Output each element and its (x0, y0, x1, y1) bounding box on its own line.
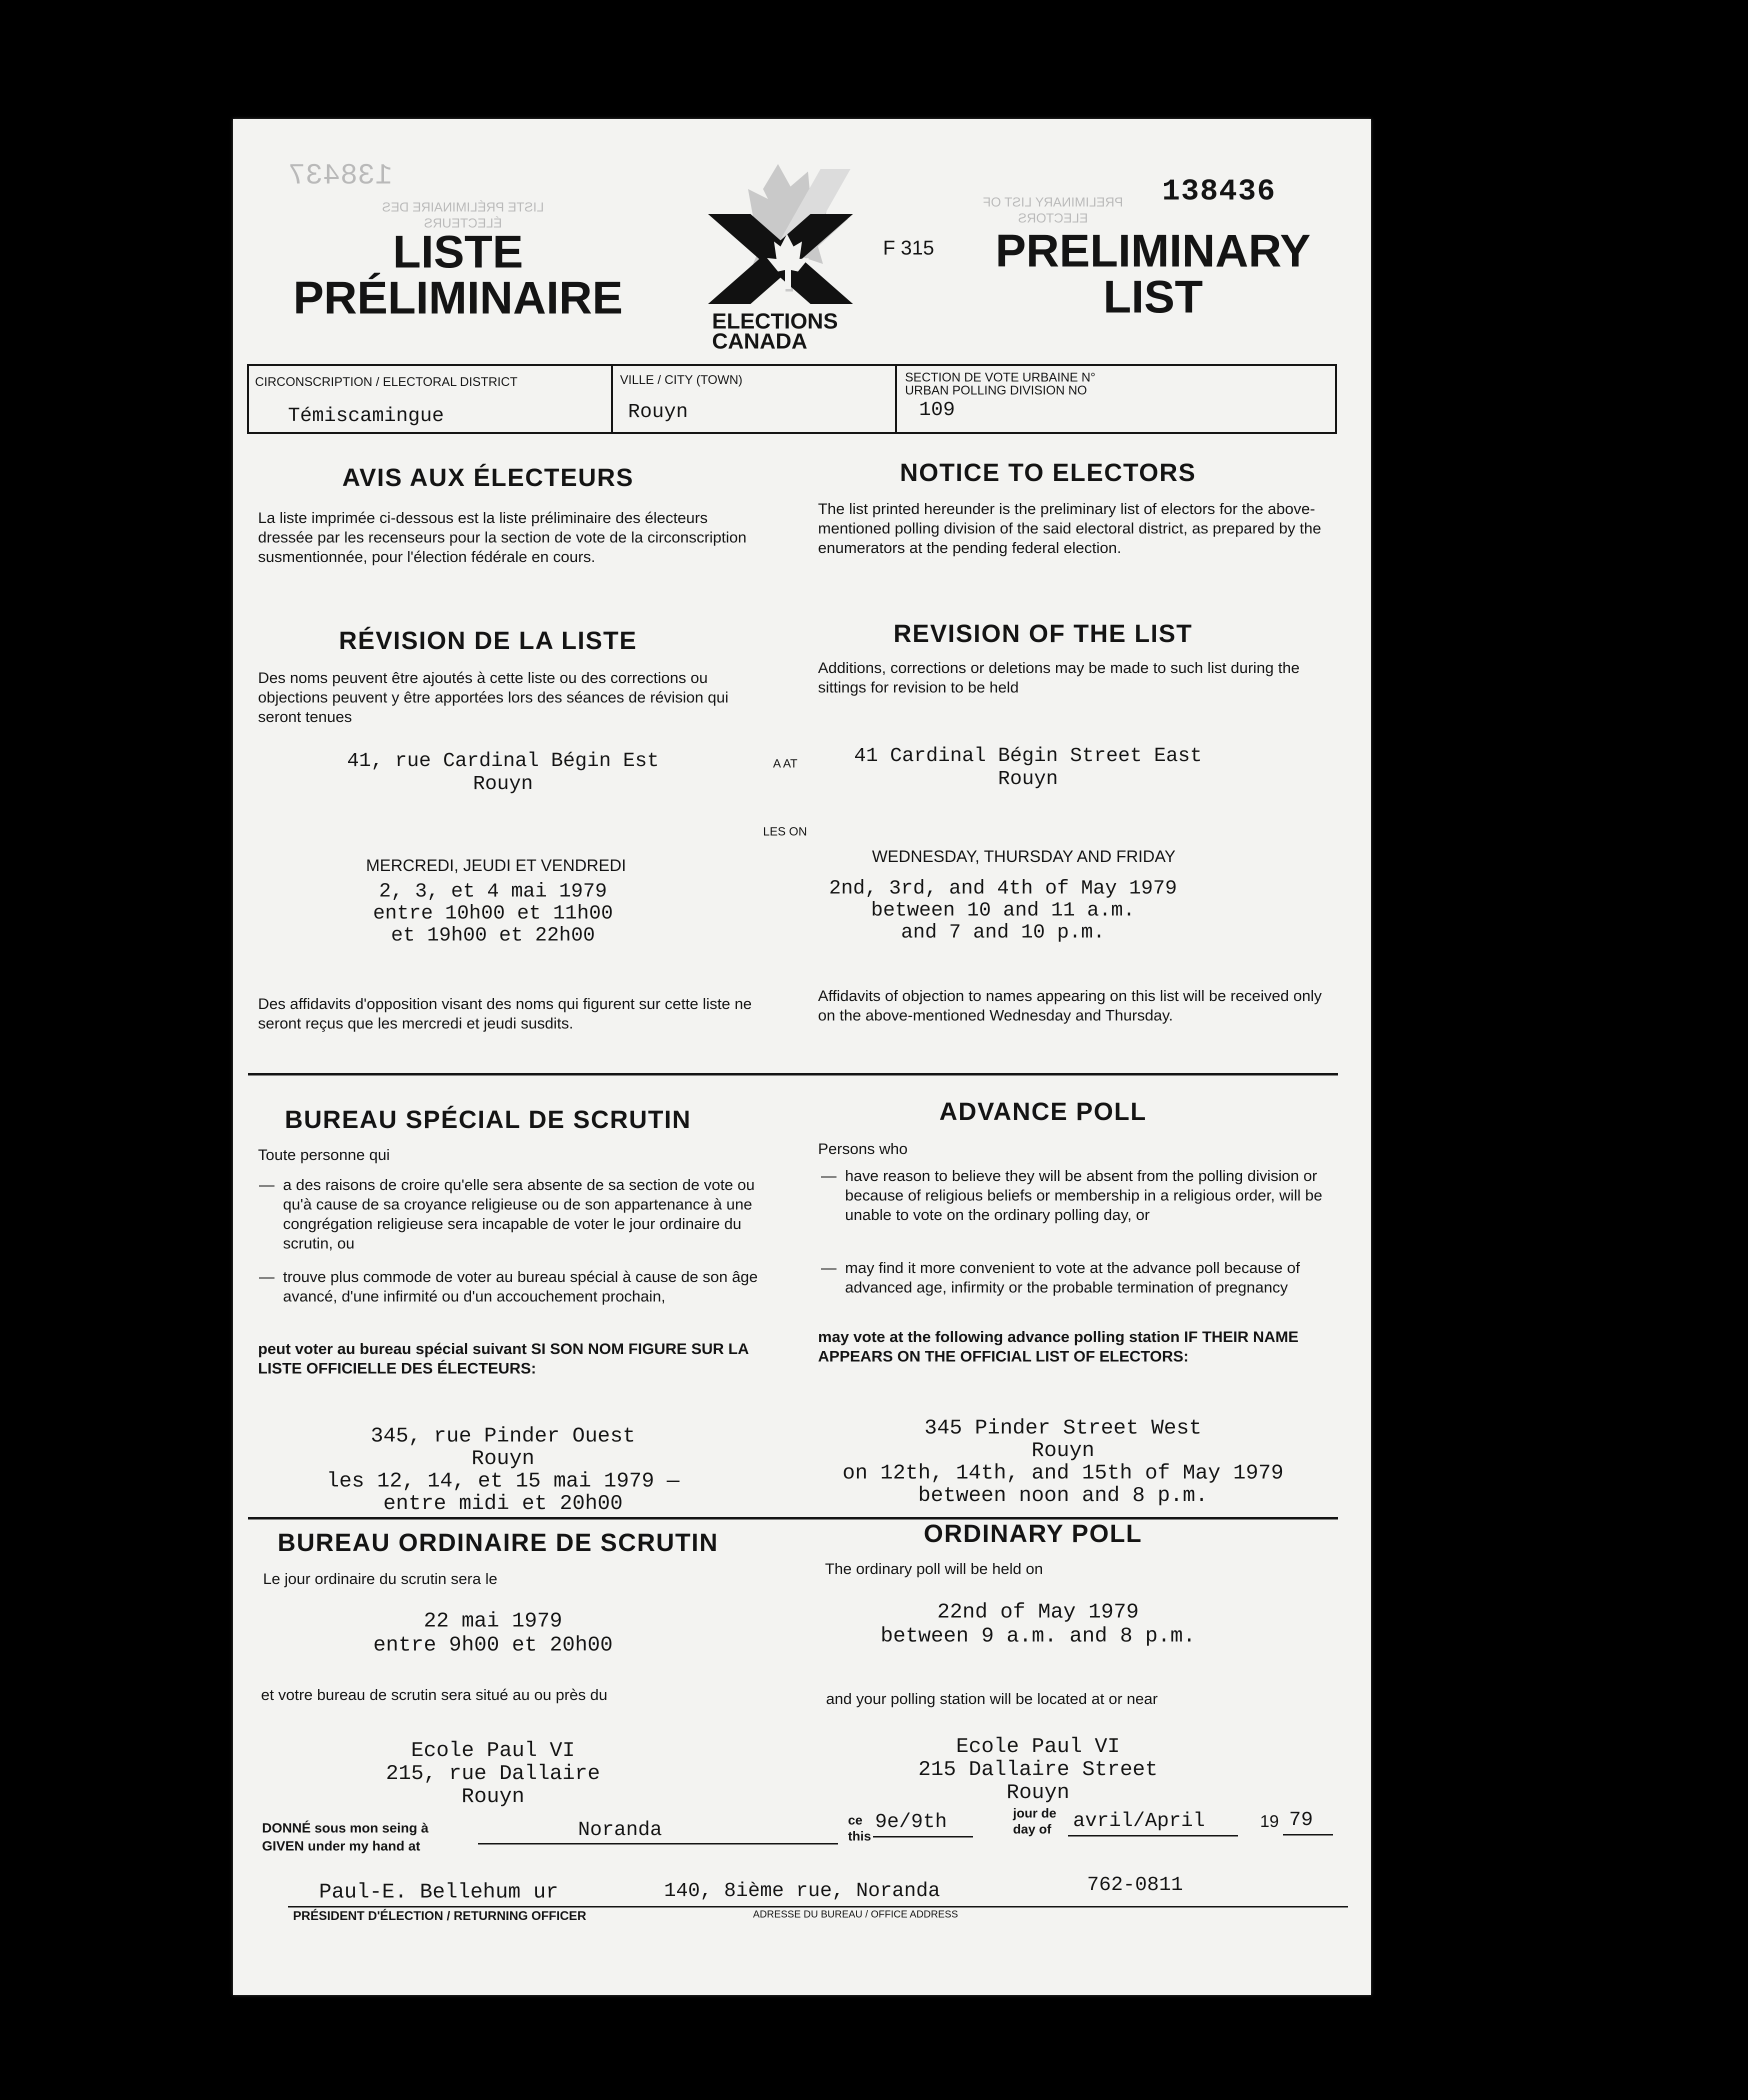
at-label: A AT (773, 757, 798, 770)
advance-en-address-line4: between noon and 8 p.m. (918, 1484, 1208, 1508)
advance-fr-outro: peut voter au bureau spécial suivant SI SON NOM FIGURE SUR LA LISTE OFFICIELLE DES ÉLECTEURS: (258, 1340, 748, 1377)
notice-fr-text: La liste imprimée ci-dessous est la liste préliminaire des électeurs dressée par les recenseurs pour la section de vote de la circonscription susmentionnée, pour l'élection fédérale en cours. (258, 509, 747, 566)
advance-en-address (818, 1417, 1308, 1507)
revision-fr-address-line2: Rouyn (472, 773, 534, 796)
poll-label (905, 371, 1096, 397)
advance-en-intro: Persons who (818, 1140, 908, 1158)
advance-en-outro: may vote at the following advance polling station IF THEIR NAME APPEARS ON THE OFFICIAL LIST OF ELECTORS: (818, 1328, 1299, 1365)
office-phone: 762-0811 (1087, 1874, 1184, 1896)
ordinary-fr-place (303, 1739, 683, 1808)
ordinary-en-date-line2: between 9 a.m. and 8 p.m. (880, 1624, 1196, 1648)
given-place-line (478, 1843, 838, 1844)
title-en (953, 228, 1353, 320)
ordinary-en-location-intro: and your polling station will be located at or near (826, 1690, 1158, 1708)
revision-en-address (808, 745, 1248, 791)
revision-en-affidavit: Affidavits of objection to names appearing on this list will be received only on the above-mentioned Wednesday and Thursday. (818, 987, 1322, 1024)
advance-fr-address-line1: 345, rue Pinder Ouest (370, 1424, 636, 1448)
revision-en-text: Additions, corrections or deletions may be made to such list during the sittings for revision to be held (818, 659, 1300, 696)
revision-fr-dates-line1: 2, 3, et 4 mai 1979 (378, 880, 608, 903)
form-sheet (233, 119, 1371, 1995)
jour-label-line1: jour de (1013, 1806, 1056, 1820)
ce-label (848, 1812, 871, 1844)
form-number: F 315 (883, 237, 934, 259)
revision-en-address-line1: 41 Cardinal Bégin Street East (854, 745, 1202, 768)
revision-en-dates (783, 878, 1223, 944)
revision-en-dates-line3: and 7 and 10 p.m. (900, 922, 1106, 944)
ordinary-fr-heading: BUREAU ORDINAIRE DE SCRUTIN (278, 1528, 718, 1556)
ordinary-fr-intro: Le jour ordinaire du scrutin sera le (263, 1570, 498, 1588)
ordinary-fr-place-line1: Ecole Paul VI (411, 1738, 575, 1762)
advance-fr-address-line4: entre midi et 20h00 (383, 1492, 623, 1516)
notice-en-text: The list printed hereunder is the preliminary list of electors for the above-mentioned polling division of the said electoral district, as prepared by the enumerators at the pending federal election. (818, 500, 1322, 556)
advance-fr-address-line3: les 12, 14, et 15 mai 1979 — (326, 1469, 680, 1493)
ce-label-line1: ce (848, 1812, 862, 1828)
revision-fr-address (303, 750, 703, 796)
ordinary-en-place (818, 1735, 1258, 1804)
jour-label-line2: day of (1013, 1822, 1052, 1836)
district-box (247, 364, 1337, 434)
ordinary-fr-place-line3: Rouyn (461, 1784, 525, 1808)
district-value: Témiscamingue (288, 405, 444, 428)
revision-en-address-line2: Rouyn (998, 768, 1058, 790)
maple-leaf-x-icon (703, 159, 883, 309)
revision-fr-address-line1: 41, rue Cardinal Bégin Est (346, 750, 660, 772)
ordinary-en-intro: The ordinary poll will be held on (825, 1560, 1043, 1578)
poll-label-line2: URBAN POLLING DIVISION NO (905, 384, 1087, 398)
ordinary-en-date-line1: 22nd of May 1979 (937, 1600, 1139, 1624)
advance-en-address-line2: Rouyn (1031, 1438, 1095, 1462)
poll-value: 109 (919, 399, 956, 422)
title-fr (253, 226, 663, 324)
ordinary-en-place-line1: Ecole Paul VI (956, 1734, 1120, 1758)
signature-month: avril/April (1073, 1810, 1206, 1832)
office-address: 140, 8ième rue, Noranda (664, 1880, 940, 1902)
advance-en-heading: ADVANCE POLL (939, 1098, 1147, 1126)
district-label: CIRCONSCRIPTION / ELECTORAL DISTRICT (255, 375, 518, 389)
advance-en-address-line3: on 12th, 14th, and 15th of May 1979 (842, 1461, 1284, 1485)
officer-label: PRÉSIDENT D'ÉLECTION / RETURNING OFFICER (293, 1909, 586, 1923)
given-label (262, 1819, 428, 1855)
advance-fr-item2: — trouve plus commode de voter au bureau spécial à cause de son âge avancé, d'une infirmité ou d'un accouchement prochain, (259, 1268, 758, 1305)
poll-label-line1: SECTION DE VOTE URBAINE N° (905, 370, 1096, 384)
ordinary-fr-date (303, 1609, 683, 1657)
ce-label-line2: this (848, 1828, 872, 1844)
logo-text (712, 309, 838, 354)
revision-fr-text: Des noms peuvent être ajoutés à cette liste ou des corrections ou objections peuvent y être apportées lors des séances de révision qui seront tenues (258, 669, 728, 726)
notice-en-heading: NOTICE TO ELECTORS (900, 458, 1196, 486)
title-fr-line1: LISTE (392, 226, 524, 278)
given-place: Noranda (578, 1819, 662, 1842)
ordinary-en-heading: ORDINARY POLL (924, 1520, 1142, 1548)
revision-fr-days: MERCREDI, JEUDI ET VENDREDI (366, 856, 626, 874)
advance-fr-address-line2: Rouyn (471, 1446, 535, 1470)
title-en-line2: LIST (1103, 272, 1203, 322)
revision-en-dates-line1: 2nd, 3rd, and 4th of May 1979 (828, 878, 1178, 900)
title-en-line1: PRELIMINARY (995, 226, 1311, 276)
advance-en-item1: — have reason to believe they will be absent from the polling division or because of religious beliefs or membership in a religious order, will be unable to vote on the ordinary polling day, or (821, 1167, 1322, 1224)
revision-fr-affidavit: Des affidavits d'opposition visant des noms qui figurent sur cette liste ne seront reçus que les mercredi et jeudi susdits. (258, 995, 752, 1032)
notice-fr-heading: AVIS AUX ÉLECTEURS (342, 464, 634, 492)
advance-fr-address (293, 1425, 713, 1515)
advance-fr-intro: Toute personne qui (258, 1146, 390, 1164)
logo-text-line2: CANADA (712, 329, 808, 354)
ordinary-en-place-line2: 215 Dallaire Street (918, 1758, 1158, 1782)
ghost-serial: 138437 (288, 160, 392, 192)
revision-en-days: WEDNESDAY, THURSDAY AND FRIDAY (872, 847, 1176, 866)
ordinary-fr-date-line2: entre 9h00 et 20h00 (373, 1633, 613, 1657)
ghost-en-title: PRELIMINARY LIST OF ELECTORS (982, 194, 1124, 226)
city-value: Rouyn (628, 401, 688, 424)
revision-fr-dates-line2: entre 10h00 et 11h00 (372, 902, 614, 925)
revision-fr-heading: RÉVISION DE LA LISTE (338, 626, 638, 654)
revision-en-dates-line2: between 10 and 11 a.m. (870, 900, 1136, 922)
day-line (873, 1836, 973, 1838)
given-label-line2: GIVEN under my hand at (262, 1838, 420, 1854)
advance-en-address-line1: 345 Pinder Street West (924, 1416, 1202, 1440)
year-suffix: 79 (1289, 1809, 1314, 1832)
revision-fr-dates-line3: et 19h00 et 22h00 (390, 924, 596, 947)
given-label-line1: DONNÉ sous mon seing à (262, 1820, 429, 1836)
address-label: ADRESSE DU BUREAU / OFFICE ADDRESS (753, 1909, 958, 1920)
title-fr-line2: PRÉLIMINAIRE (293, 272, 623, 324)
advance-fr-heading: BUREAU SPÉCIAL DE SCRUTIN (284, 1106, 692, 1134)
on-label: LES ON (763, 825, 808, 838)
year-prefix: 19 (1260, 1812, 1279, 1831)
section-divider-1 (248, 1073, 1338, 1076)
logo-text-line1: ELECTIONS (712, 309, 838, 334)
serial-number: 138436 (1162, 175, 1276, 209)
officer-name: Paul-E. Bellehum ur (319, 1880, 558, 1904)
ordinary-en-date (818, 1600, 1258, 1648)
jour-label (1013, 1805, 1056, 1837)
ordinary-en-place-line3: Rouyn (1006, 1780, 1070, 1804)
advance-en-item2: — may find it more convenient to vote at the advance poll because of advanced age, infirmity or the probable termination of pregnancy (821, 1259, 1300, 1296)
advance-fr-item1: — a des raisons de croire qu'elle sera absente de sa section de vote ou qu'à cause de sa croyance religieuse ou de son appartenance à une congrégation religieuse sera incapable de voter le jour ordinaire du scrutin, ou (259, 1176, 755, 1252)
ordinary-fr-place-line2: 215, rue Dallaire (386, 1762, 600, 1786)
elections-canada-logo (703, 159, 883, 354)
revision-fr-dates (293, 881, 693, 947)
signature-line (288, 1906, 1348, 1908)
year-line (1283, 1834, 1333, 1836)
month-line (1068, 1835, 1238, 1836)
revision-en-heading: REVISION OF THE LIST (893, 620, 1193, 648)
ordinary-fr-location-intro: et votre bureau de scrutin sera situé au ou près du (261, 1686, 608, 1704)
signature-day: 9e/9th (875, 1811, 948, 1834)
ghost-fr-title: LISTE PRÉLIMINAIRE DES ÉLECTEURS (382, 200, 544, 230)
city-label: VILLE / CITY (TOWN) (620, 373, 742, 387)
ordinary-fr-date-line1: 22 mai 1979 (424, 1609, 562, 1633)
